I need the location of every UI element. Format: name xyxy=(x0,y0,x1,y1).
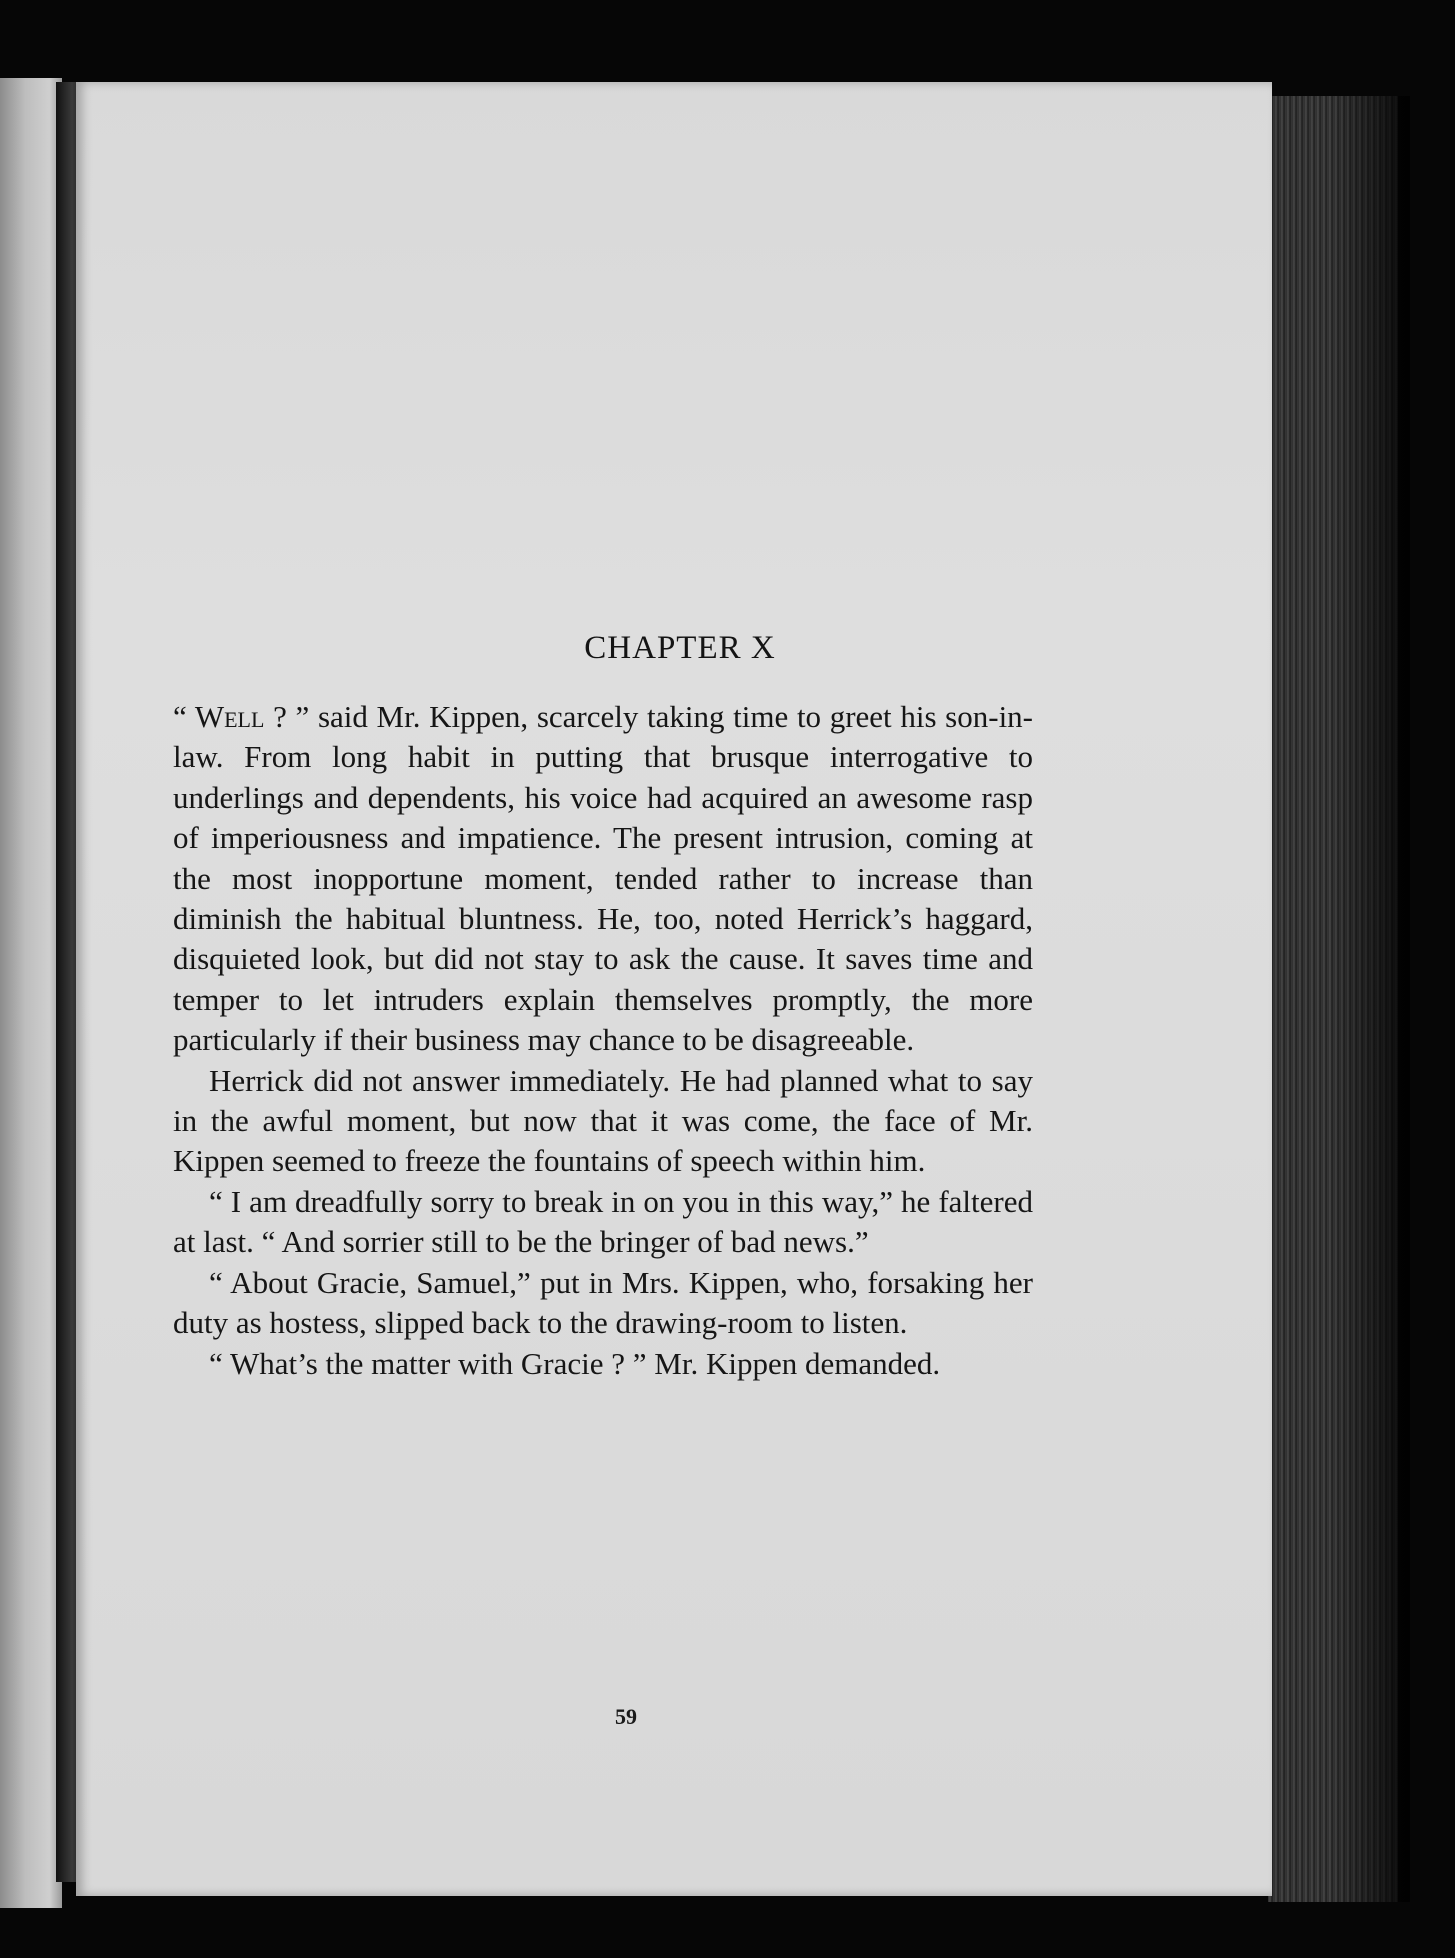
page-number: 59 xyxy=(615,1704,637,1729)
chapter-heading: CHAPTER X xyxy=(584,630,776,666)
chapter-body xyxy=(173,697,1033,1384)
paragraph-1 xyxy=(173,697,1033,1061)
previous-page-edge xyxy=(0,78,62,1908)
paragraph-1-text: said Mr. Kippen, scarcely taking time to greet his son-in-law. From long habit in putting that brusque interrogative to underlings and dependents, his voice had acquired an awesome rasp of imperiousness and impatience. The present intrusion, coming at the most inopportune moment, tended rather to increase than diminish the habitual bluntness. He, too, noted Herrick’s haggard, disquieted look, but did not stay to ask the cause. It saves time and temper to let intruders explain themselves promptly, the more particularly if their business may chance to be disagreeable. xyxy=(173,699,1034,1058)
book-page xyxy=(76,82,1272,1896)
paragraph-1-lead: “ Well ? ” xyxy=(173,699,310,734)
paragraph-2: Herrick did not answer immediately. He had planned what to say in the awful moment, but now that it was come, the face of Mr. Kippen seemed to freeze the fountains of speech within him. xyxy=(173,1062,1033,1179)
paragraph-5: “ What’s the matter with Gracie ? ” Mr. Kippen demanded. xyxy=(209,1345,941,1381)
paragraph-3: “ I am dreadfully sorry to break in on you in this way,” he faltered at last. “ And sorrier still to be the bringer of bad news.” xyxy=(173,1183,1033,1260)
fore-edge-shadow xyxy=(1330,96,1410,1902)
paragraph-4: “ About Gracie, Samuel,” put in Mrs. Kippen, who, forsaking her duty as hostess, slipped back to the drawing-room to listen. xyxy=(173,1264,1033,1341)
